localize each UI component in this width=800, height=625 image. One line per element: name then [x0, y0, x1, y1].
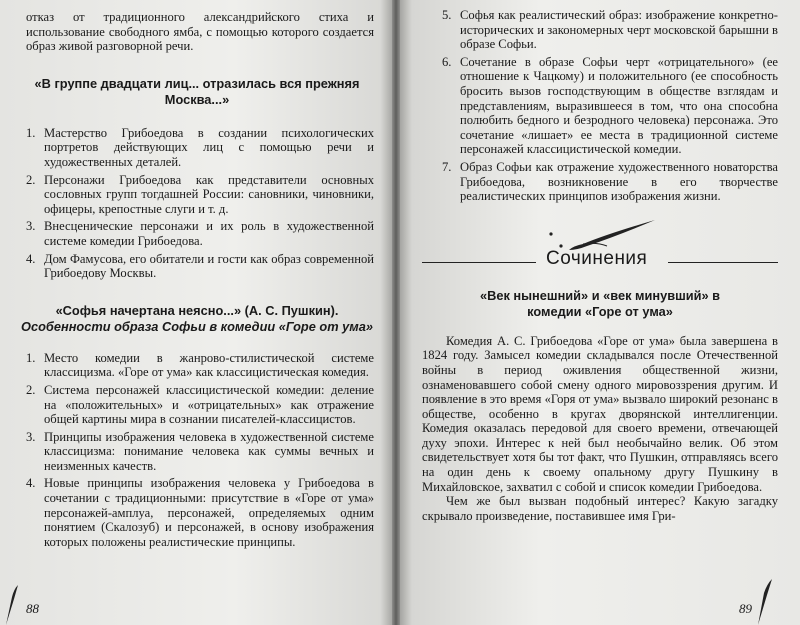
list-item: 4. Дом Фамусова, его обитатели и гости как образ современной Грибоедову Москвы.: [26, 251, 374, 281]
page-number-left: 88: [26, 601, 39, 616]
page-number-right: 89: [739, 601, 752, 616]
intro-paragraph: отказ от традиционного александрийского стиха и использование свободного ямба, с помощью которого создается образ живой разговорной речи.: [26, 10, 374, 54]
list-item: 3. Принципы изображения человека в художественной системе классицизма: понимание человека как суммы вечных и неизменных качеств.: [26, 429, 374, 473]
list-item: 5. Софья как реалистический образ: изображение конкретно-исторических и закономерных черт московской барышни в образе Софьи.: [442, 8, 778, 52]
essay-paragraph-2: Чем же был вызван подобный интерес? Какую загадку скрывало произведение, поставившее имя Гри-: [422, 494, 778, 523]
list-sofia-continued: [422, 8, 778, 204]
essay-title: «Век нынешний» и «век минувший» в комедии «Горе от ума»: [479, 287, 721, 319]
list-item: 3. Внесценические персонажи и их роль в художественной системе комедии Грибоедова.: [26, 219, 374, 248]
list-item: 1. Мастерство Грибоедова в создании психологических портретов действующих лиц с помощью речи и художественных деталей.: [26, 125, 374, 169]
section-title: Сочинения: [546, 247, 648, 269]
section-rule-right: [668, 262, 778, 263]
pen-decoration-icon: [754, 579, 778, 625]
list-item: 7. Образ Софьи как отражение художественного новаторства Грибоедова, возникновение в его творчестве реалистических принципов изображения жизни.: [442, 159, 778, 204]
list-item: 4. Новые принципы изображения человека у Грибоедова в сочетании с традиционными: присутствие в «Горе от ума» персонажей-амплуа, персонажей, определяемых одним понятием (Скалозуб) и персонажей, в основу изображения которых положены реалистические принципы.: [26, 476, 374, 549]
list-sofia: [20, 351, 374, 550]
list-item: 6. Сочетание в образе Софьи черт «отрицательного» (ее отношение к Чацкому) и положительного (ее способность бросить вызов господствующим в обществе взглядам и представлениям, выразившееся в том, что она способна полюбить бедного и безродного человека) персонажа. Это сочетание «лишает» ее места в традиционной системе персонажей классицистической комедии.: [442, 54, 778, 157]
book-gutter: [392, 0, 400, 625]
pen-decoration-icon: [2, 585, 26, 625]
list-item: 1. Место комедии в жанрово-стилистической системе классицизма. «Горе от ума» как классицистическая комедия.: [26, 350, 374, 380]
list-item: 2. Персонажи Грибоедова как представители основных сословных групп тогдашней России: сановники, чиновники, офицеры, крепостные слуги и т. д.: [26, 172, 374, 216]
left-page: [0, 0, 392, 625]
list-item: 2. Система персонажей классицистической комедии: деление на «положительных» и «отрицательных» как отражение общей картины мира в сознании писателей-классицистов.: [26, 382, 374, 427]
heading-moscow: «В группе двадцати лиц... отразилась вся прежняя Москва...»: [34, 75, 360, 107]
subheading-sofia: Особенности образа Софьи в комедии «Горе от ума»: [21, 318, 373, 334]
right-page: [400, 0, 800, 625]
essay-paragraph-1: Комедия А. С. Грибоедова «Горе от ума» была завершена в 1824 году. Замысел комедии складывался после Отечественной войны в период оживления общественной жизни, ознаменовавшего собой смену одного мировоззрения другим. И появление в это время «Горя от ума» вызвало широкий резонанс в обществе, особенно в кругах дворянской интеллигенции. Комедия оказалась передовой для своего времени, отвечающей духу эпохи. Интерес к ней был необычайно велик. Об этом свидетельствует хотя бы тот факт, что Пушкин, отправляясь всего на один день к своему опальному другу Пушкину в Михайловское, захватил с собой и список комедии Грибоедова.: [422, 333, 778, 494]
list-moscow: [20, 126, 374, 281]
section-rule-left: [422, 262, 536, 263]
section-header: [422, 222, 778, 274]
heading-sofia: «Софья начертана неясно...» (А. С. Пушкин).: [55, 302, 339, 318]
